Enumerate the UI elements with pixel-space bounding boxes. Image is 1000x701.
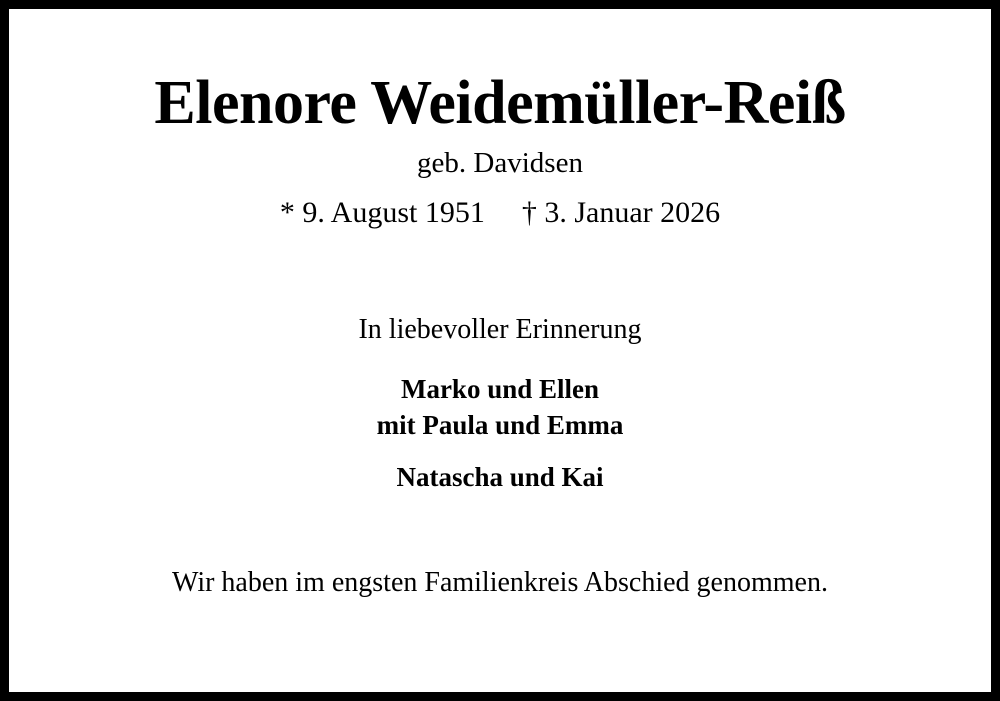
mourner-group [39, 460, 961, 496]
obituary-content [9, 9, 991, 692]
death-date: 3. Januar 2026 [544, 195, 721, 229]
closing-text: Wir haben im engsten Familienkreis Abschied genommen. [172, 567, 828, 599]
birth-date: 9. August 1951 [302, 195, 485, 229]
memorial-text: In liebevoller Erinnerung [358, 313, 642, 345]
mourner-group [39, 372, 961, 444]
deceased-name: Elenore Weidemüller-Reiß [154, 69, 846, 137]
life-dates [39, 195, 961, 231]
death-symbol: † [521, 195, 537, 229]
mourner-line: Natascha und Kai [396, 462, 604, 493]
birth-symbol: * [279, 195, 295, 229]
mourners-list [39, 372, 961, 496]
mourner-line: Marko und Ellen [400, 374, 600, 405]
mourner-line: mit Paula und Emma [376, 410, 624, 441]
maiden-name: geb. Davidsen [417, 147, 583, 180]
